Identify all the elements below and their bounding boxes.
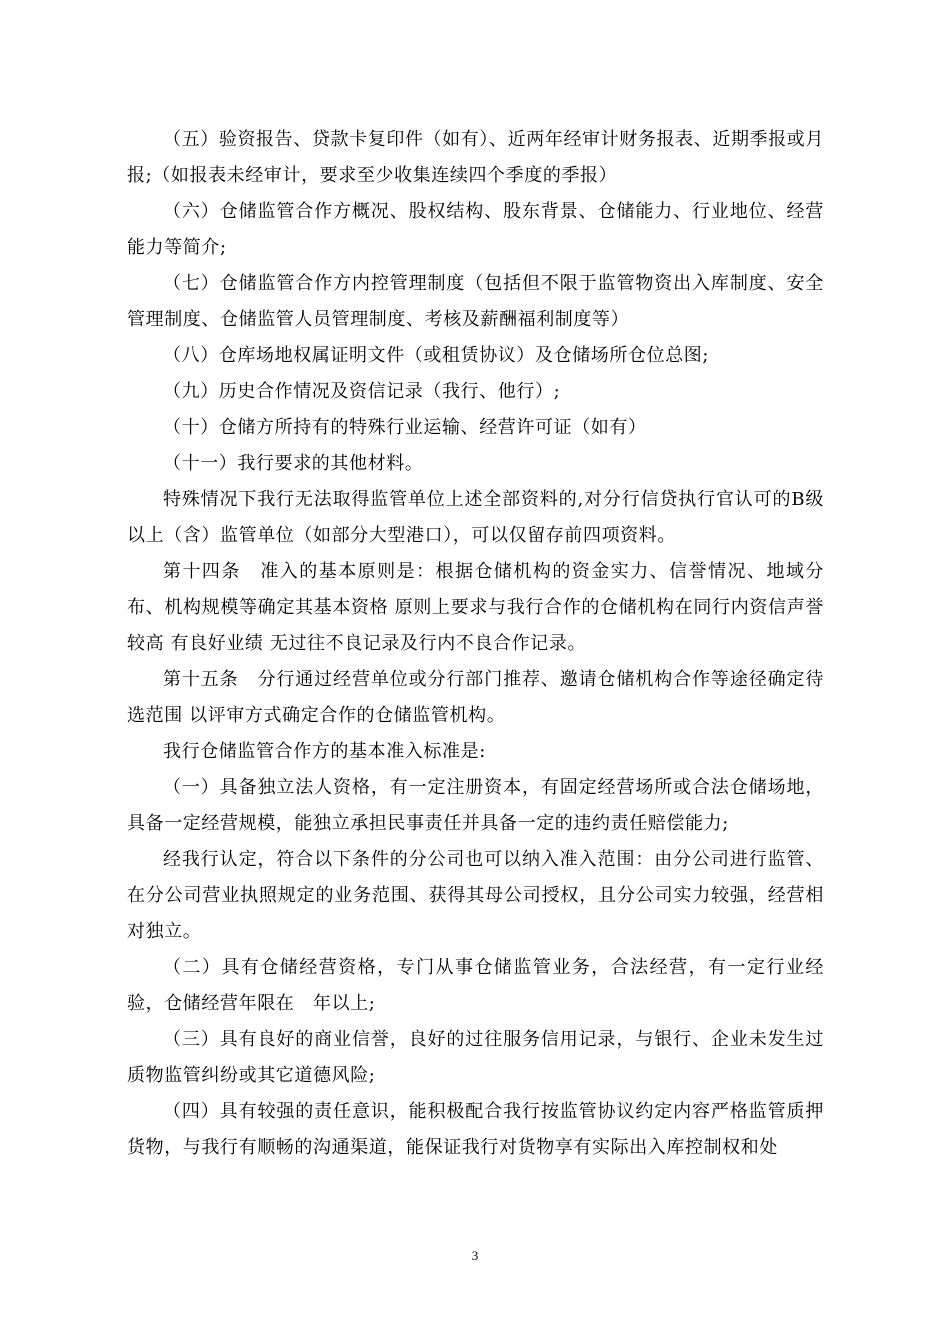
paragraph-article-14: 第十四条 准入的基本原则是：根据仓储机构的资金实力、信誉情况、地域分布、机构规模等确定其基本资格 原则上要求与我行合作的仓储机构在同行内资信声誉较高 有良好业绩 无过往不良记录及行内不良合作记录。 [127, 561, 824, 654]
paragraph-article-15: 第十五条 分行通过经营单位或分行部门推荐、邀请仓储机构合作等途径确定待选范围 以评审方式确定合作的仓储监管机构。 [127, 669, 824, 726]
paragraph-standards-intro: 我行仓储监管合作方的基本准入标准是: [163, 741, 486, 762]
paragraph-item-10: （十）仓储方所持有的特殊行业运输、经营许可证（如有） [163, 417, 647, 438]
paragraph-special-case: 特殊情况下我行无法取得监管单位上述全部资料的,对分行信贷执行官认可的B级以上（含）监管单位（如部分大型港口），可以仅留存前四项资料。 [127, 489, 824, 546]
paragraph-standard-1: （一）具备独立法人资格，有一定注册资本，有固定经营场所或合法仓储场地，具备一定经营规模，能独立承担民事责任并具备一定的违约责任赔偿能力; [127, 777, 824, 834]
paragraph-item-9: （九）历史合作情况及资信记录（我行、他行）; [163, 381, 561, 402]
paragraph-branch-condition: 经我行认定，符合以下条件的分公司也可以纳入准入范围：由分公司进行监管、在分公司营业执照规定的业务范围、获得其母公司授权，且分公司实力较强，经营相对独立。 [127, 849, 824, 942]
paragraph-standard-2: （二）具有仓储经营资格，专门从事仓储监管业务，合法经营，有一定行业经验，仓储经营年限在 年以上; [127, 957, 824, 1014]
paragraph-item-8: （八）仓库场地权属证明文件（或租赁协议）及仓储场所仓位总图; [163, 345, 710, 366]
paragraph-item-7: （七）仓储监管合作方内控管理制度（包括但不限于监管物资出入库制度、安全管理制度、仓储监管人员管理制度、考核及薪酬福利制度等） [127, 273, 824, 330]
page-number: 3 [471, 1248, 479, 1263]
paragraph-item-6: （六）仓储监管合作方概况、股权结构、股东背景、仓储能力、行业地位、经营能力等简介; [127, 201, 824, 258]
paragraph-item-11: （十一）我行要求的其他材料。 [163, 453, 424, 474]
paragraph-standard-4: （四）具有较强的责任意识，能积极配合我行按监管协议约定内容严格监管质押货物，与我行有顺畅的沟通渠道，能保证我行对货物享有实际出入库控制权和处 [127, 1101, 824, 1158]
document-body [127, 122, 824, 1166]
paragraph-item-5: （五）验资报告、贷款卡复印件（如有）、近两年经审计财务报表、近期季报或月报;（如报表未经审计，要求至少收集连续四个季度的季报） [127, 129, 824, 186]
paragraph-standard-3: （三）具有良好的商业信誉，良好的过往服务信用记录，与银行、企业未发生过质物监管纠纷或其它道德风险; [127, 1029, 824, 1086]
